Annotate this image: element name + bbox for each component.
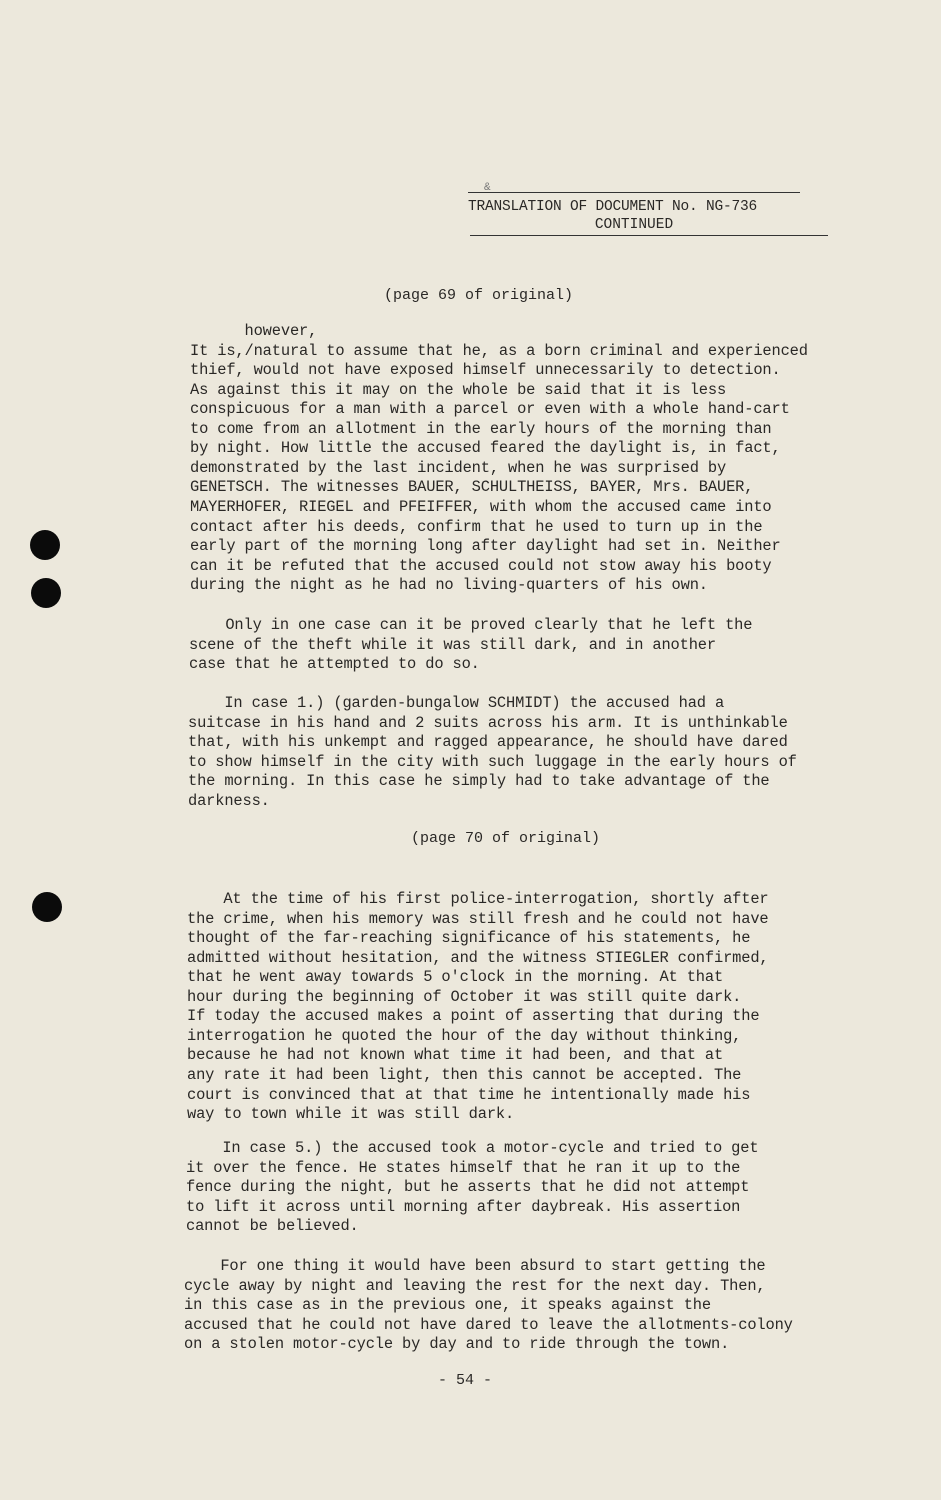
text-line: At the time of his first police-interrogation, shortly after: [187, 890, 769, 908]
text-line: however,: [190, 322, 318, 340]
text-line: admitted without hesitation, and the witness STIEGLER confirmed,: [187, 948, 769, 967]
punch-hole-2: [31, 578, 61, 608]
text-line: hour during the beginning of October it was still quite dark.: [187, 987, 742, 1006]
text-line: In case 5.) the accused took a motor-cycle and tried to get: [186, 1139, 759, 1157]
header-subtitle: CONTINUED: [594, 217, 674, 233]
text-line: Only in one case can it be proved clearly that he left the: [189, 616, 753, 634]
text-line: thought of the far-reaching significance of his statements, he: [187, 929, 751, 948]
text-line: accused that he could not have dared to leave the allotments-colony: [184, 1315, 793, 1334]
header-top-rule: [468, 192, 800, 193]
text-line: court is convinced that at that time he intentionally made his: [187, 1085, 751, 1104]
text-line: during the night as he had no living-quarters of his own.: [190, 576, 708, 595]
punch-hole-3: [32, 892, 62, 922]
text-line: It is,/natural to assume that he, as a born criminal and experienced: [190, 341, 808, 360]
text-line: contact after his deeds, confirm that he used to turn up in the: [190, 517, 763, 536]
text-line: cycle away by night and leaving the rest for the next day. Then,: [184, 1276, 766, 1295]
text-line: can it be refuted that the accused could not stow away his booty: [190, 556, 772, 575]
header-title: TRANSLATION OF DOCUMENT No. NG-736: [468, 199, 758, 215]
text-line: it over the fence. He states himself that he ran it up to the: [186, 1158, 741, 1177]
text-line: to lift it across until morning after daybreak. His assertion: [186, 1197, 741, 1216]
header-bottom-rule: [470, 235, 828, 236]
text-line: that he went away towards 5 o'clock in the morning. At that: [187, 968, 724, 987]
text-line: on a stolen motor-cycle by day and to ride through the town.: [184, 1335, 730, 1354]
text-line: the morning. In this case he simply had to take advantage of the: [188, 772, 770, 791]
page-number: - 54 -: [438, 1372, 493, 1389]
text-line: conspicuous for a man with a parcel or even with a whole hand-cart: [190, 400, 790, 419]
text-line: fence during the night, but he asserts that he did not attempt: [186, 1178, 750, 1197]
original-page-marker-70: (page 70 of original): [411, 830, 601, 847]
text-line: darkness.: [188, 792, 270, 810]
text-line: scene of the theft while it was still dark, and in another: [189, 635, 716, 654]
text-line: that, with his unkempt and ragged appearance, he should have dared: [188, 733, 788, 752]
text-line: the crime, when his memory was still fresh and he could not have: [187, 909, 769, 928]
text-line: case that he attempted to do so.: [189, 655, 480, 674]
text-line: interrogation he quoted the hour of the day without thinking,: [187, 1026, 742, 1045]
text-line: to show himself in the city with such luggage in the early hours of: [188, 752, 797, 771]
text-line: MAYERHOFER, RIEGEL and PFEIFFER, with whom the accused came into: [190, 497, 772, 516]
text-line: to come from an allotment in the early hours of the morning than: [190, 419, 772, 438]
header-mark: &: [484, 182, 491, 194]
original-page-marker-69: (page 69 of original): [384, 287, 574, 304]
text-line: If today the accused makes a point of asserting that during the: [187, 1007, 760, 1026]
text-line: thief, would not have exposed himself unnecessarily to detection.: [190, 361, 781, 380]
text-line: cannot be believed.: [186, 1217, 359, 1236]
text-line: in this case as in the previous one, it speaks against the: [184, 1296, 711, 1315]
text-line: any rate it had been light, then this cannot be accepted. The: [187, 1065, 742, 1084]
text-line: early part of the morning long after daylight had set in. Neither: [190, 537, 781, 556]
text-line: GENETSCH. The witnesses BAUER, SCHULTHEISS, BAYER, Mrs. BAUER,: [190, 478, 754, 497]
text-line: by night. How little the accused feared the daylight is, in fact,: [190, 439, 781, 458]
text-line: because he had not known what time it had been, and that at: [187, 1046, 724, 1065]
text-line: In case 1.) (garden-bungalow SCHMIDT) the accused had a: [188, 694, 725, 712]
document-header: [468, 182, 800, 236]
text-line: demonstrated by the last incident, when he was surprised by: [190, 458, 727, 477]
text-line: For one thing it would have been absurd to start getting the: [184, 1257, 766, 1275]
text-line: suitcase in his hand and 2 suits across his arm. It is unthinkable: [188, 713, 788, 732]
punch-hole-1: [30, 530, 60, 560]
text-line: As against this it may on the whole be said that it is less: [190, 380, 727, 399]
text-line: way to town while it was still dark.: [187, 1105, 515, 1124]
